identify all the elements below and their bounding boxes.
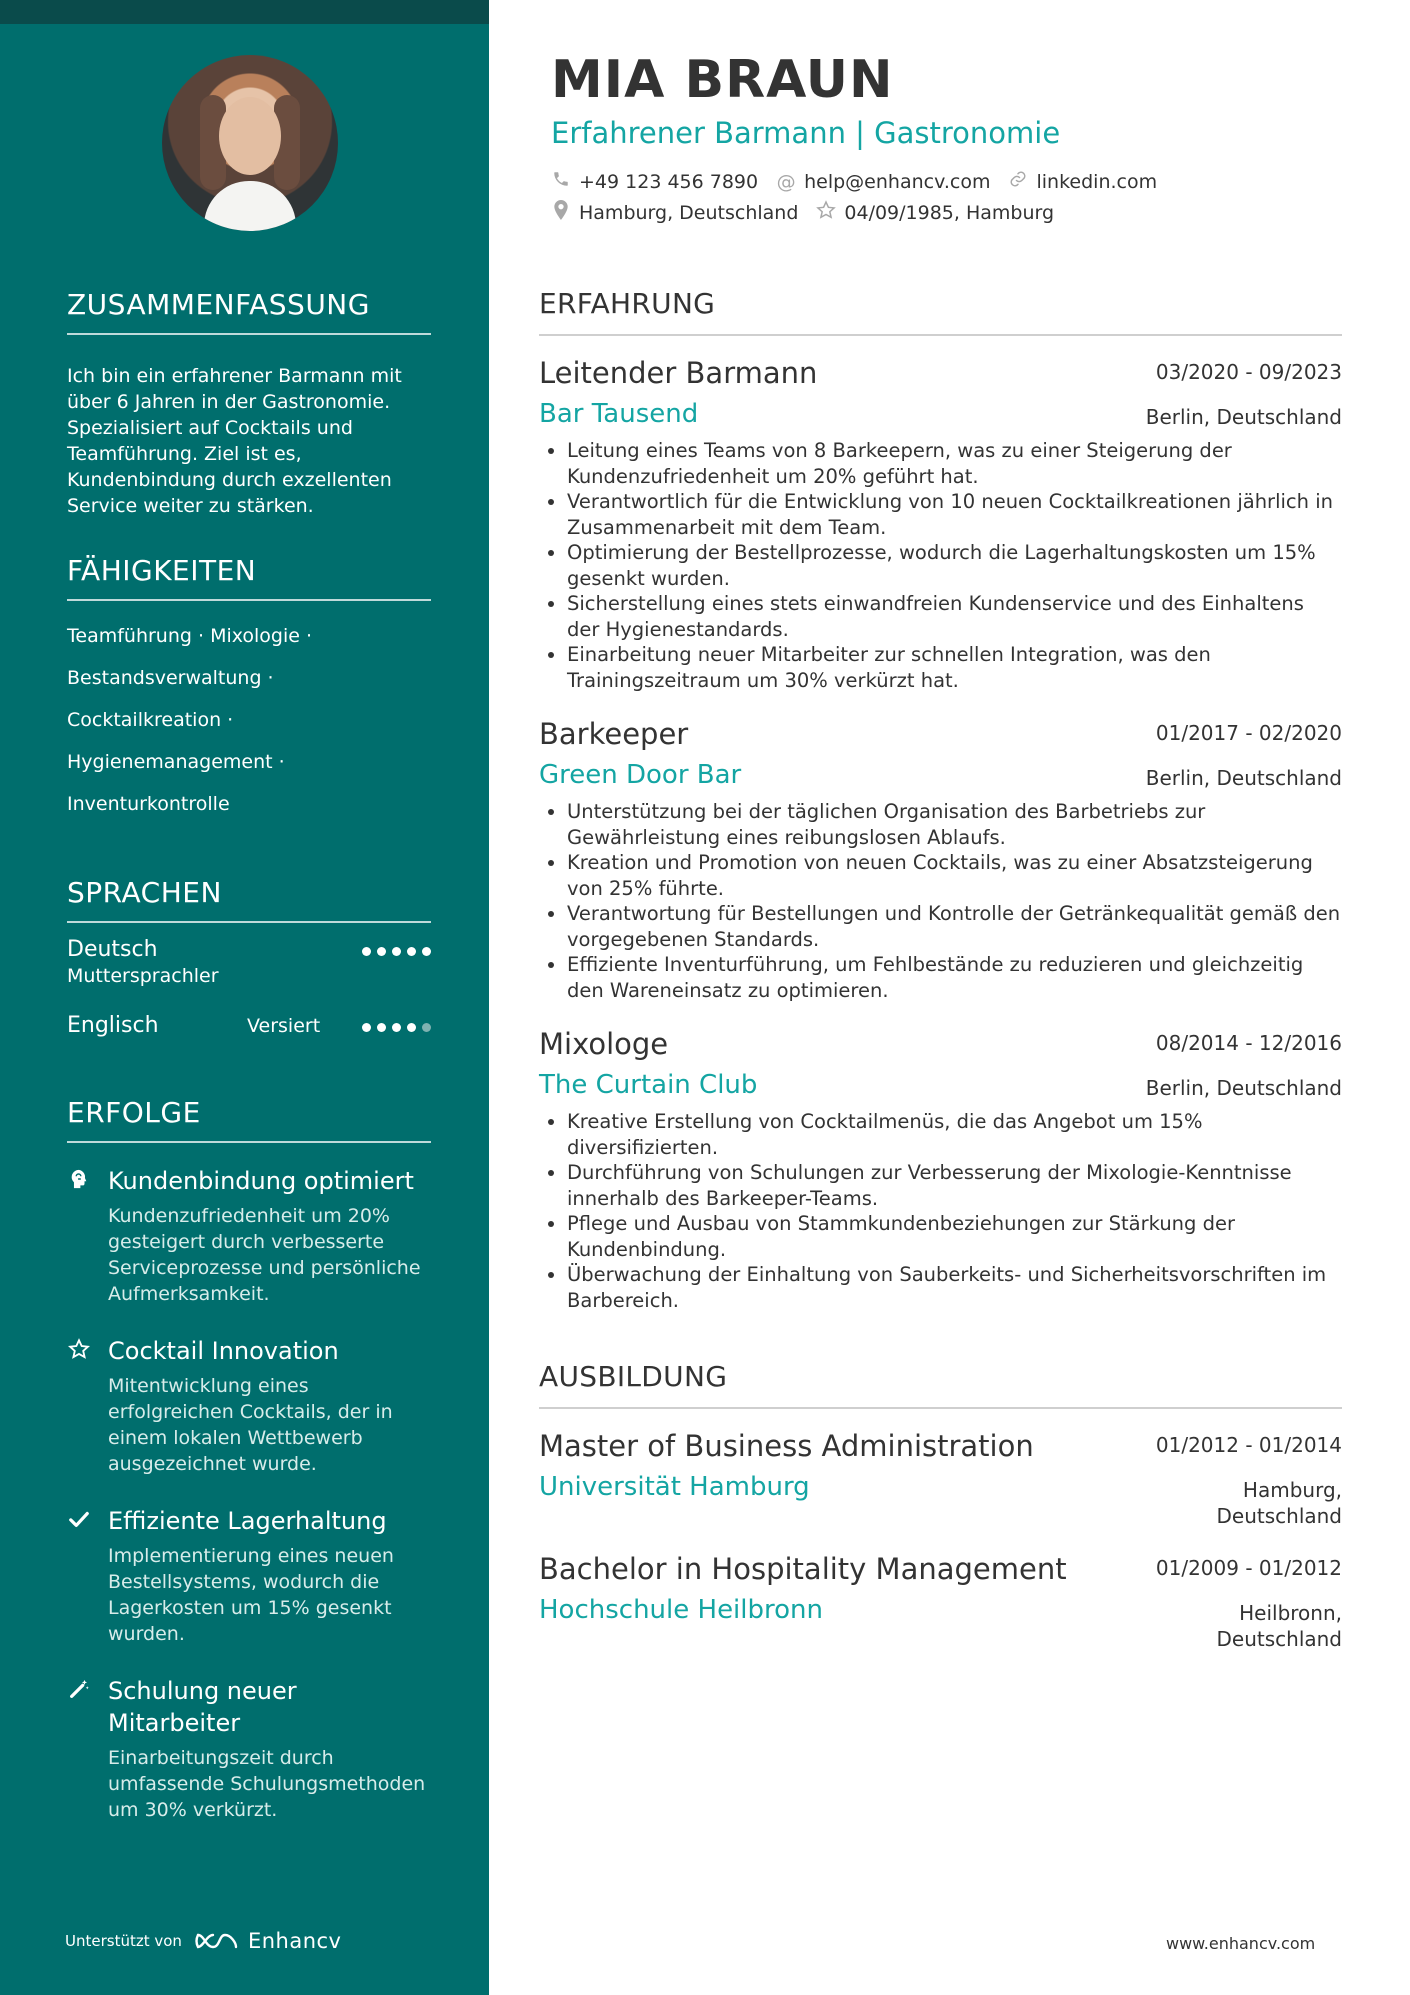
achievement-title: Cocktail Innovation — [108, 1337, 339, 1365]
job-company: The Curtain Club — [539, 1070, 758, 1100]
achievement-title: Kundenbindung optimiert — [108, 1167, 414, 1195]
rating-dot-filled — [392, 947, 401, 956]
job-bullet: • Unterstützung bei der täglichen Organisation des Barbetriebs zur Gewährleistung eines reibungslosen Ablaufs. — [567, 799, 1342, 850]
check-icon — [67, 1508, 91, 1532]
summary-text: Ich bin ein erfahrener Barmann mit über 6 Jahren in der Gastronomie. Spezialisiert auf Cocktails und Teamführung. Ziel ist es, Kundenbindung durch exzellenten Service weiter zu stärken. — [67, 365, 402, 517]
job-location: Berlin, Deutschland — [1145, 766, 1342, 790]
education-location-country: Deutschland — [1216, 1504, 1342, 1528]
school: Universität Hamburg — [539, 1472, 810, 1502]
rating-dot-filled — [362, 1023, 371, 1032]
job-bullet: • Pflege und Ausbau von Stammkundenbeziehungen zur Stärkung der Kundenbindung. — [567, 1211, 1342, 1262]
language-name: Englisch — [67, 1013, 159, 1038]
candidate-subtitle: Erfahrener Barmann | Gastronomie — [551, 116, 1061, 150]
skill-line: Inventurkontrolle — [67, 793, 230, 815]
location — [551, 200, 798, 225]
job-date: 08/2014 - 12/2016 — [1155, 1031, 1342, 1055]
email-text: help@enhancv.com — [804, 170, 991, 193]
brand-name: Enhancv — [247, 1929, 342, 1953]
job-bullet: • Verantwortung für Bestellungen und Kontrolle der Getränkequalität gemäß den vorgegebenen Standards. — [567, 901, 1342, 952]
skill-line: Teamführung · Mixologie · — [67, 625, 313, 647]
candidate-name: MIA BRAUN — [551, 50, 894, 110]
achievement-item — [67, 1335, 431, 1477]
skill-line: Cocktailkreation · — [67, 709, 234, 731]
language-item-englisch — [67, 993, 431, 1063]
job-entry — [539, 354, 1342, 693]
rating-dot-filled — [377, 1023, 386, 1032]
powered-by-label: Unterstützt von — [65, 1932, 182, 1950]
degree: Bachelor in Hospitality Management — [539, 1552, 1067, 1586]
phone-text: +49 123 456 7890 — [579, 170, 759, 193]
achievement-desc: Einarbeitungszeit durch umfassende Schulungsmethoden um 30% verkürzt. — [108, 1747, 426, 1821]
languages-title: SPRACHEN — [67, 876, 431, 923]
education-location-country: Deutschland — [1216, 1627, 1342, 1651]
language-rating — [362, 947, 431, 956]
link-icon — [1008, 170, 1028, 193]
email[interactable] — [776, 171, 990, 193]
achievement-item — [67, 1675, 431, 1823]
contact-row-2 — [551, 200, 1054, 225]
job-entry — [539, 1025, 1342, 1313]
language-level: Muttersprachler — [67, 965, 219, 987]
experience-title: ERFAHRUNG — [539, 287, 1342, 336]
job-date: 03/2020 - 09/2023 — [1155, 360, 1342, 384]
job-bullet: • Effiziente Inventurführung, um Fehlbestände zu reduzieren und gleichzeitig den Wareneinsatz zu optimieren. — [567, 952, 1342, 1003]
linkedin[interactable] — [1008, 170, 1157, 193]
sidebar — [0, 0, 489, 1995]
achievement-item — [67, 1165, 431, 1307]
achievements-section — [67, 1096, 431, 1823]
achievement-desc: Kundenzufriedenheit um 20% gesteigert durch verbesserte Serviceprozesse und persönliche Aufmerksamkeit. — [108, 1205, 421, 1305]
education-date: 01/2009 - 01/2012 — [1155, 1556, 1342, 1580]
summary-title: ZUSAMMENFASSUNG — [67, 288, 431, 335]
avatar — [162, 55, 338, 231]
education-entry — [539, 1550, 1342, 1665]
degree: Master of Business Administration — [539, 1429, 1034, 1463]
magic-wand-icon — [67, 1678, 91, 1702]
job-company: Green Door Bar — [539, 760, 742, 790]
rating-dot-filled — [362, 947, 371, 956]
linkedin-text: linkedin.com — [1036, 170, 1158, 193]
footer-url[interactable]: www.enhancv.com — [1166, 1934, 1316, 1953]
experience-section — [539, 287, 1342, 1313]
rating-dot-filled — [422, 947, 431, 956]
job-company: Bar Tausend — [539, 399, 699, 429]
phone-icon — [551, 170, 571, 193]
job-bullet: • Leitung eines Teams von 8 Barkeepern, was zu einer Steigerung der Kundenzufriedenheit um 20% geführt hat. — [567, 438, 1342, 489]
job-bullet: • Optimierung der Bestellprozesse, wodurch die Lagerhaltungskosten um 15% gesenkt wurden. — [567, 540, 1342, 591]
job-date: 01/2017 - 02/2020 — [1155, 721, 1342, 745]
rating-dot-empty — [422, 1023, 431, 1032]
job-location: Berlin, Deutschland — [1145, 405, 1342, 429]
job-title: Leitender Barmann — [539, 356, 818, 390]
language-name: Deutsch — [67, 937, 158, 962]
location-pin-icon — [551, 200, 571, 225]
at-icon: @ — [776, 170, 796, 193]
achievements-title: ERFOLGE — [67, 1096, 431, 1143]
education-location — [1217, 1600, 1343, 1652]
achievement-desc: Implementierung eines neuen Bestellsystems, wodurch die Lagerkosten um 15% gesenkt wurden. — [108, 1545, 394, 1645]
star-outline-icon — [816, 200, 836, 225]
job-bullets — [539, 799, 1342, 1003]
job-bullet: • Kreative Erstellung von Cocktailmenüs, die das Angebot um 15% diversifizierten. — [567, 1109, 1342, 1160]
education-location — [1217, 1477, 1343, 1529]
achievement-desc: Mitentwicklung eines erfolgreichen Cocktails, der in einem lokalen Wettbewerb ausgezeichnet wurde. — [108, 1375, 393, 1475]
rating-dot-filled — [407, 1023, 416, 1032]
language-level: Versiert — [247, 1015, 321, 1037]
job-bullet: • Einarbeitung neuer Mitarbeiter zur schnellen Integration, was den Trainingszeitraum um 30% verkürzt hat. — [567, 642, 1342, 693]
job-title: Barkeeper — [539, 717, 689, 751]
language-item-deutsch — [67, 923, 431, 993]
job-title: Mixologe — [539, 1027, 669, 1061]
star-icon — [67, 1338, 91, 1362]
job-bullet: • Durchführung von Schulungen zur Verbesserung der Mixologie-Kenntnisse innerhalb des Barkeeper-Teams. — [567, 1160, 1342, 1211]
job-bullets — [539, 1109, 1342, 1313]
achievement-title: Effiziente Lagerhaltung — [108, 1507, 387, 1535]
education-title: AUSBILDUNG — [539, 1360, 1342, 1409]
rating-dot-filled — [407, 947, 416, 956]
job-bullet: • Verantwortlich für die Entwicklung von 10 neuen Cocktailkreationen jährlich in Zusammenarbeit mit dem Team. — [567, 489, 1342, 540]
job-bullet: • Überwachung der Einhaltung von Sauberkeits- und Sicherheitsvorschriften im Barbereich. — [567, 1262, 1342, 1313]
languages-section — [67, 876, 431, 1063]
brain-icon — [67, 1168, 91, 1192]
contact-row-1 — [551, 170, 1157, 193]
education-section — [539, 1360, 1342, 1665]
powered-by — [65, 1929, 341, 1953]
education-entry — [539, 1427, 1342, 1542]
achievement-title: Schulung neuer Mitarbeiter — [108, 1677, 297, 1737]
rating-dot-filled — [392, 1023, 401, 1032]
skill-line: Hygienemanagement · — [67, 751, 285, 773]
job-bullet: • Sicherstellung eines stets einwandfreien Kundenservice und des Einhaltens der Hygienestandards. — [567, 591, 1342, 642]
skills-title: FÄHIGKEITEN — [67, 554, 431, 601]
enhancv-logo-icon — [194, 1929, 240, 1953]
birth-info — [816, 200, 1054, 225]
rating-dot-filled — [377, 947, 386, 956]
language-rating — [362, 1023, 431, 1032]
job-bullet: • Kreation und Promotion von neuen Cocktails, was zu einer Absatzsteigerung von 25% führte. — [567, 850, 1342, 901]
location-text: Hamburg, Deutschland — [579, 201, 799, 224]
achievement-item — [67, 1505, 431, 1647]
job-entry — [539, 715, 1342, 1003]
skill-line: Bestandsverwaltung · — [67, 667, 274, 689]
skills-section — [67, 554, 431, 825]
summary-section — [67, 288, 431, 519]
education-location-city: Hamburg, — [1242, 1478, 1342, 1502]
job-location: Berlin, Deutschland — [1145, 1076, 1342, 1100]
school: Hochschule Heilbronn — [539, 1595, 823, 1625]
phone[interactable] — [551, 170, 758, 193]
job-bullets — [539, 438, 1342, 693]
enhancv-logo[interactable] — [194, 1929, 342, 1953]
education-location-city: Heilbronn, — [1239, 1601, 1342, 1625]
sidebar-top-bar — [0, 0, 489, 24]
education-date: 01/2012 - 01/2014 — [1155, 1433, 1342, 1457]
birth-text: 04/09/1985, Hamburg — [844, 201, 1055, 224]
